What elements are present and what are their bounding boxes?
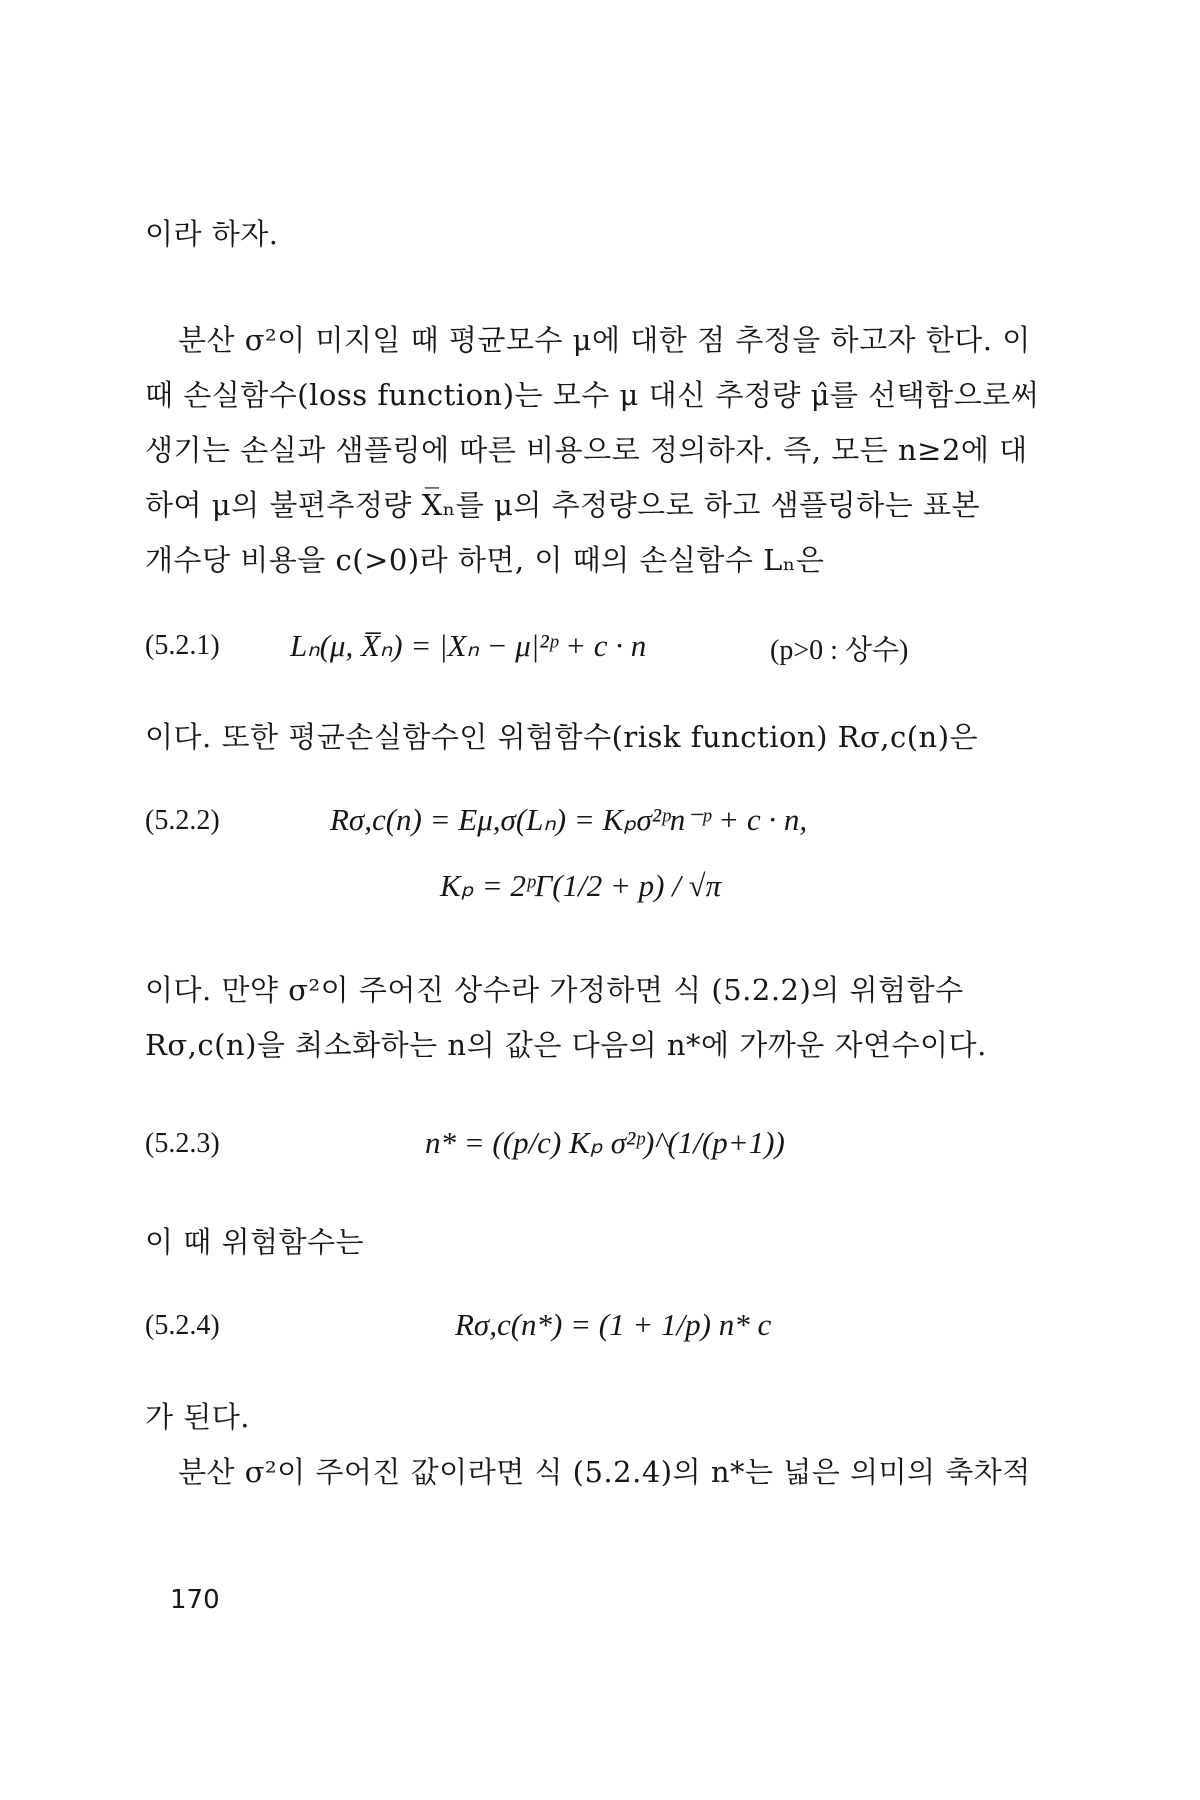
text-span: 이라 하자.: [145, 217, 279, 251]
equation-label-5-2-3: (5.2.3): [145, 1128, 220, 1159]
text-line-1: [145, 212, 279, 253]
text-line-7: 이다. 또한 평균손실함수인 위험함수(risk function) Rσ,c(n)은: [145, 720, 979, 754]
text-line-4: 생기는 손실과 샘플링에 따른 비용으로 정의하자. 즉, 모든 n≥2에 대: [145, 433, 1028, 467]
equation-label-5-2-2: (5.2.2): [145, 805, 220, 836]
equation-label-5-2-1: (5.2.1): [145, 630, 220, 661]
equation-kp-definition: Kₚ = 2ᵖΓ(1/2 + p) / √π: [440, 868, 722, 903]
text-line-12: 분산 σ²이 주어진 값이라면 식 (5.2.4)의 n*는 넓은 의미의 축차적: [178, 1455, 1031, 1489]
equation-5-2-4: Rσ,c(n*) = (1 + 1/p) n* c: [455, 1307, 772, 1342]
text-line-6: 개수당 비용을 c(>0)라 하면, 이 때의 손실함수 Lₙ은: [145, 543, 825, 577]
text-line-9: Rσ,c(n)을 최소화하는 n의 값은 다음의 n*에 가까운 자연수이다.: [145, 1028, 987, 1062]
page-number: 170: [170, 1585, 220, 1615]
text-line-8: 이다. 만약 σ²이 주어진 상수라 가정하면 식 (5.2.2)의 위험함수: [145, 973, 964, 1007]
text-line-3: 때 손실함수(loss function)는 모수 μ 대신 추정량 μ̂를 선택함으로써: [145, 378, 1040, 412]
text-line-2: 분산 σ²이 미지일 때 평균모수 μ에 대한 점 추정을 하고자 한다. 이: [178, 323, 1031, 357]
text-line-11: 가 된다.: [145, 1400, 250, 1434]
equation-label-5-2-4: (5.2.4): [145, 1310, 220, 1341]
text-line-5: 하여 μ의 불편추정량 X̅ₙ를 μ의 추정량으로 하고 샘플링하는 표본: [145, 488, 980, 522]
text-line-10: 이 때 위험함수는: [145, 1225, 365, 1259]
equation-note-5-2-1: (p>0 : 상수): [770, 635, 909, 666]
equation-5-2-3: n* = ((p/c) Kₚ σ²ᵖ)^(1/(p+1)): [425, 1125, 785, 1160]
equation-5-2-2: Rσ,c(n) = Eμ,σ(Lₙ) = Kₚσ²ᵖn⁻ᵖ + c · n,: [330, 802, 808, 837]
equation-5-2-1: Lₙ(μ, X̅ₙ) = |Xₙ − μ|²ᵖ + c · n: [290, 628, 647, 663]
